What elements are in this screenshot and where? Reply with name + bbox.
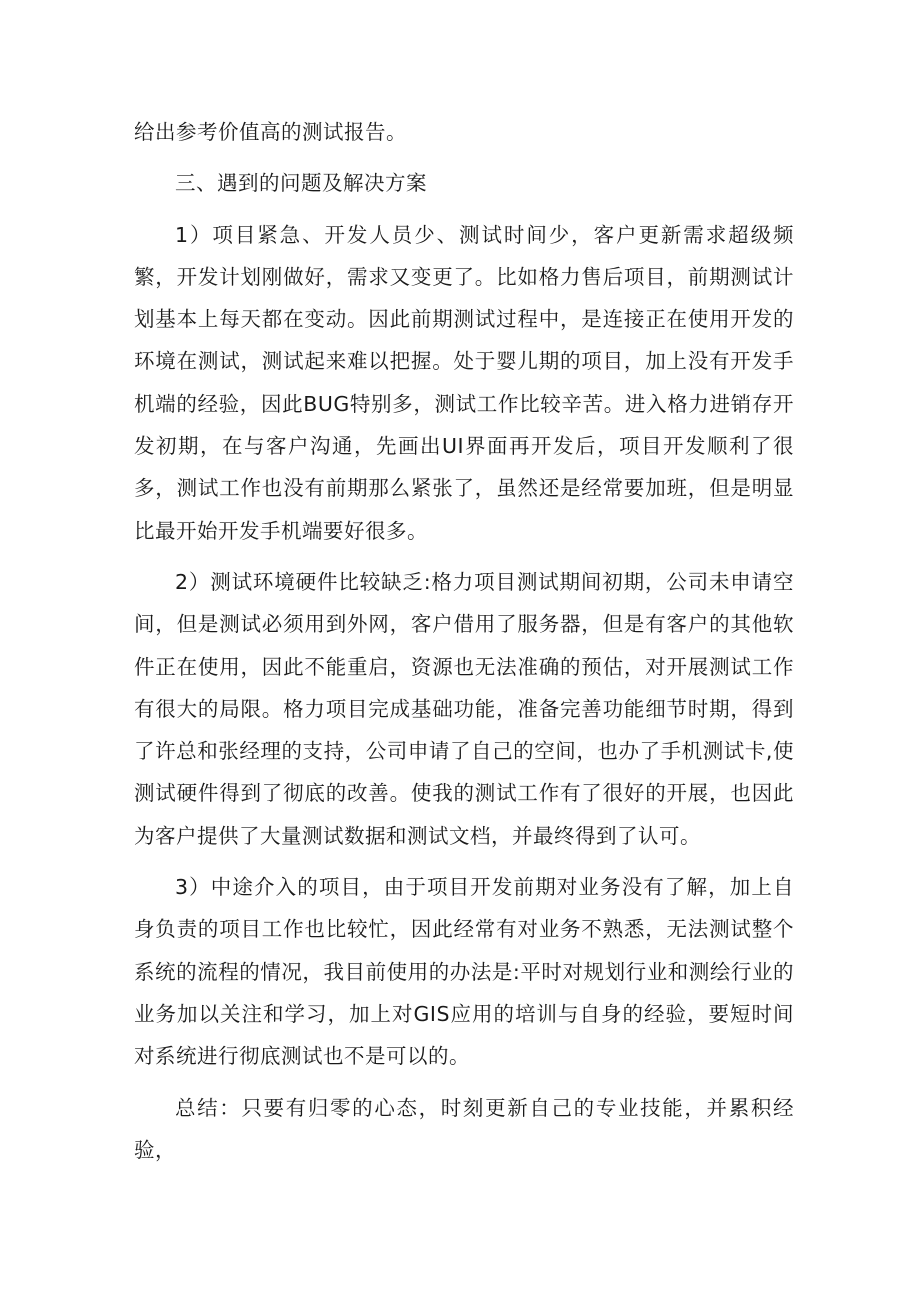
paragraph-problem-2: 2）测试环境硬件比较缺乏:格力项目测试期间初期，公司未申请空间，但是测试必须用到外网，客户借用了服务器，但是有客户的其他软件正在使用，因此不能重启，资源也无法准确的预估，对开展测试工作有很大的局限。格力项目完成基础功能，准备完善功能细节时期，得到了许总和张经理的支持，公司申请了自己的空间，也办了手机测试卡,使测试硬件得到了彻底的改善。使我的测试工作有了很好的开展，也因此为客户提供了大量测试数据和测试文档，并最终得到了认可。 xyxy=(134,569,794,848)
paragraph-problem-1: 1）项目紧急、开发人员少、测试时间少，客户更新需求超级频繁，开发计划刚做好，需求又变更了。比如格力售后项目，前期测试计划基本上每天都在变动。因此前期测试过程中，是连接正在使用开发的环境在测试，测试起来难以把握。处于婴儿期的项目，加上没有开发手机端的经验，因此BUG特别多，测试工作比较辛苦。进入格力进销存开发初期，在与客户沟通，先画出UI界面再开发后，项目开发顺利了很多，测试工作也没有前期那么紧张了，虽然还是经常要加班，但是明显比最开始开发手机端要好很多。 xyxy=(134,222,794,543)
document-body xyxy=(134,111,794,1180)
paragraph-summary: 总结：只要有归零的心态，时刻更新自己的专业技能，并累积经验， xyxy=(134,1095,794,1162)
paragraph-report-ending: 给出参考价值高的测试报告。 xyxy=(134,120,407,144)
section-heading-problems-solutions: 三、遇到的问题及解决方案 xyxy=(175,171,427,196)
paragraph-problem-3: 3）中途介入的项目，由于项目开发前期对业务没有了解，加上自身负责的项目工作也比较忙，因此经常有对业务不熟悉，无法测试整个系统的流程的情况，我目前使用的办法是:平时对规划行业和测绘行业的业务加以关注和学习，加上对GIS应用的培训与自身的经验，要短时间对系统进行彻底测试也不是可以的。 xyxy=(134,875,794,1069)
